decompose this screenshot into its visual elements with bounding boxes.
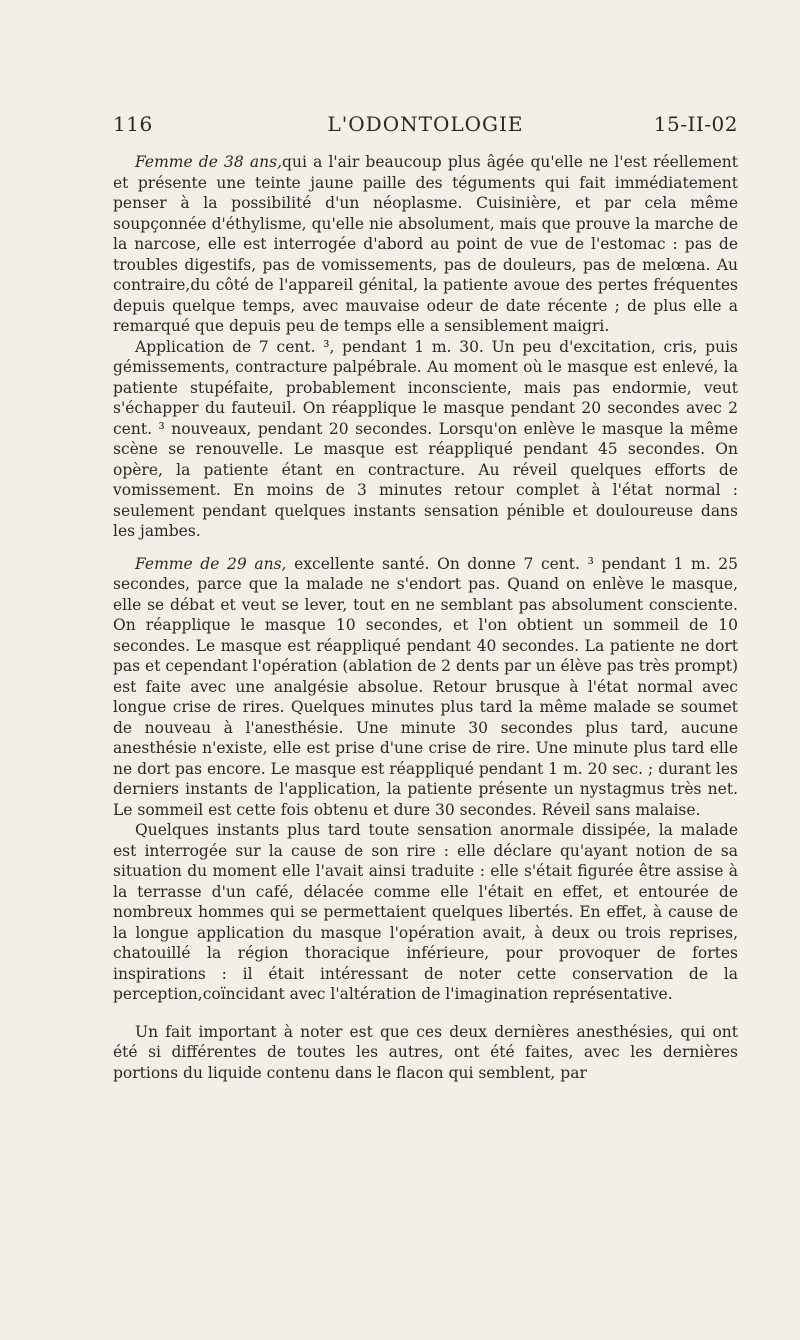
case-heading-2: Femme de 29 ans, bbox=[135, 554, 287, 573]
journal-title: L'ODONTOLOGIE bbox=[327, 112, 524, 136]
issue-date: 15-II-02 bbox=[653, 112, 738, 136]
paragraph-1-text: qui a l'air beaucoup plus âgée qu'elle ne l'est réellement et présente une teinte jaune paille des téguments qui fait immédiatement penser à la possibilité d'un néoplasme. Cuisinière, et par cela même soupçonnée d'éthylisme, qu'elle nie absolument, mais que prouve la marche de la narcose, elle est interrogée d'abord au point de vue de l'estomac : pas de troubles digestifs, pas de vomissements, pas de douleurs, pas de melœna. Au contraire,du côté de l'appareil génital, la patiente avoue des pertes fréquentes depuis quelque temps, avec mauvaise odeur de date récente ; de plus elle a remarqué que depuis peu de temps elle a sensiblement maigri. bbox=[113, 153, 738, 335]
paragraph-4-text: Quelques instants plus tard toute sensation anormale dissipée, la malade est interrogée sur la cause de son rire : elle déclare qu'ayant notion de sa situation du moment elle l'avait ainsi traduite : elle s'était figurée être assise à la terrasse d'un café, délacée comme elle l'était en effet, et entourée de nombreux hommes qui se permettaient quelques libertés. En effet, à cause de la longue application du masque l'opération avait, à deux ou trois reprises, chatouillé la région thoracique inférieure, pour provoquer de fortes inspirations : il était intéressant de noter cette conservation de la perception,coïncidant avec l'altération de l'imagination représentative. bbox=[113, 821, 738, 1003]
paragraph-1 bbox=[113, 152, 738, 337]
paragraph-4 bbox=[113, 820, 738, 1005]
article-body bbox=[113, 152, 738, 1083]
case-heading-1: Femme de 38 ans, bbox=[135, 153, 283, 171]
paragraph-3-text: excellente santé. On donne 7 cent. ³ pendant 1 m. 25 secondes, parce que la malade ne s'endort pas. Quand on enlève le masque, elle se débat et veut se lever, tout en ne semblant pas absolument consciente. On réapplique le masque 10 secondes, et l'on obtient un sommeil de 10 secondes. Le masque est réappliqué pendant 40 secondes. La patiente ne dort pas et cependant l'opération (ablation de 2 dents par un élève pas très prompt) est faite avec une analgésie absolue. Retour brusque à l'état normal avec longue crise de rires. Quelques minutes plus tard la même malade se soumet de nouveau à l'anesthésie. Une minute 30 secondes plus tard, aucune anesthésie n'existe, elle est prise d'une crise de rire. Une minute plus tard elle ne dort pas encore. Le masque est réappliqué pendant 1 m. 20 sec. ; durant les derniers instants de l'application, la patiente présente un nystagmus très net. Le sommeil est cette fois obtenu et dure 30 secondes. Réveil sans malaise. bbox=[113, 554, 739, 819]
paragraph-3 bbox=[113, 554, 738, 821]
paragraph-2-text: Application de 7 cent. ³, pendant 1 m. 30. Un peu d'excitation, cris, puis gémissements, contracture palpébrale. Au moment où le masque est enlevé, la patiente stupéfaite, probablement inconsciente, mais pas endormie, veut s'échapper du fauteuil. On réapplique le masque pendant 20 secondes avec 2 cent. ³ nouveaux, pendant 20 secondes. Lorsqu'on enlève le masque la même scène se renouvelle. Le masque est réappliqué pendant 45 secondes. On opère, la patiente étant en contracture. Au réveil quelques efforts de vomissement. En moins de 3 minutes retour complet à l'état normal : seulement pendant quelques instants sensation pénible et douloureuse dans les jambes. bbox=[113, 337, 738, 540]
paragraph-5-text: Un fait important à noter est que ces deux dernières anesthésies, qui ont été si différentes de toutes les autres, ont été faites, avec les dernières portions du liquide contenu dans le flacon qui semblent, par bbox=[113, 1022, 738, 1082]
page-number: 116 bbox=[113, 112, 153, 136]
paragraph-2 bbox=[113, 337, 738, 542]
paragraph-5 bbox=[113, 1022, 738, 1084]
